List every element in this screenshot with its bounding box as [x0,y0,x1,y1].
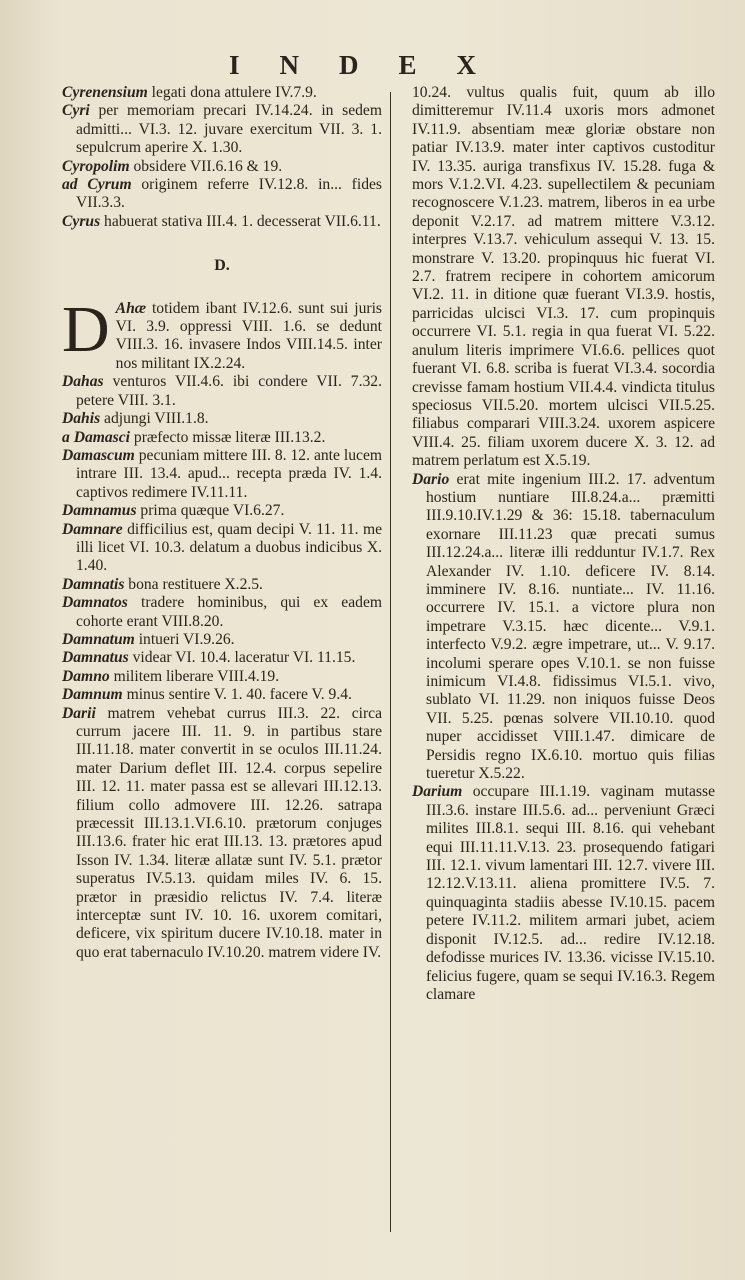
left-column [62,84,382,962]
headword: Dahis [62,410,101,428]
headword: ad Cyrum [62,176,132,194]
entry-text: occupare III.1.19. vaginam mutasse III.3.6. instare III.5.6. ad... perveniunt Græci milites III.8.1. sequi III. 8.16. qui vehebant equi III.11.11.V.13. 23. prosequendo fatigari III. 12.1. vivum lamentari III. 12.7. vivere III. 12.12.V.13.11. aliena promittere IV.5. 7. quinquaginta stadiis abesse IV.10.15. pacem petere IV.11.2. militem armari jubet, aciem disponit IV.12.5. ad... redire IV.12.18. defodisse murices IV. 13.36. vicisse IV.15.10. felicius fugere, quam se sequi IV.16.3. Regem clamare [426,783,715,1003]
index-entry [412,471,715,784]
headword: Damnum [62,686,123,704]
index-entry [62,176,382,213]
headword: Dario [412,470,450,488]
index-entry [62,292,382,374]
index-entry [62,84,382,102]
index-entry [62,447,382,502]
index-entry [62,502,382,520]
section-heading: D. [214,257,230,275]
entry-text: matrem vehebat currus III.3. 22. circa currum jacere III. 11. 9. in partibus stare III.11.18. mater convertit in se oculos III.11.24. mater Darium deflet III. 12.4. corpus sepelire III. 12. 11. mater passa est se allevari III.12.13. filium collo admovere III. 12.26. satrapa præcessit III.13.1.VI.6.10. prætorum conjuges III.13.6. frater hic erat III.13. 13. prætores apud Isson IV. 1.34. literæ allatæ sunt IV. 5.1. prætor superatus IV.5.13. quidam miles IV. 6. 15. prætor in præsidio relictus IV. 7.4. literæ interceptæ sunt IV. 10. 16. uxorem comitari, deficere, vix spiritum ducere IV.10.18. mater in quo erat tabernaculo IV.10.20. matrem videre IV. [76,704,382,961]
entry-text: adjungi VIII.1.8. [100,410,209,428]
headword: Damnatis [62,575,125,593]
headword: Cyropolim [62,157,130,175]
entry-text: originem referre IV.12.8. in... fides VII.3.3. [76,176,382,212]
entry-text: tradere hominibus, qui ex eadem cohorte erant VIII.8.20. [76,594,382,630]
entry-text: obsidere VII.6.16 & 19. [129,157,283,175]
entry-text: pecuniam mittere III. 8. 12. ante lucem intrare III. 13.4. apud... recepta præda IV. 1.4. captivos redimere IV.11.11. [76,446,382,501]
headword: Ahæ [115,299,147,317]
headword: Damnatos [62,594,128,612]
index-entry [412,783,715,1004]
headword: Damnare [62,520,123,538]
headword: Cyrenensium [62,84,148,101]
headword: Damno [62,667,110,685]
entry-text: erat mite ingenium III.2. 17. adventum hostium nuntiare III.8.24.a... præmitti III.9.10.IV.1.29 & 36: 15.18. tabernaculum exornare III.11.23 quæ precati sumus III.12.24.a... literæ illi redduntur IV.1.7. Rex Alexander IV. 1.10. deficere IV. 8.14. imminere IV. 8.16. nuntiate... IV. 11.16. occurrere IV. 15.1. a victore plura non impetrare V.3.15. hæc dicente... V.9.1. interfecto V.9.2. ægre impetrare, ut... V. 9.17. incolumi sperare opes V.10.1. se non fuisse inimicum VI.4.8. fidissimus VI.5.1. vivo, sublato VI. 11.29. non iniquos fuisse Deos VII. 5.25. pœnas solvere VII.10.10. quod nuper accidisset VIII.1.47. dimicare de Persidis regno IX.6.10. mortuo quis filias tueretur X.5.22. [426,470,715,783]
right-column [412,84,715,1004]
entry-text: legati dona attulere IV.7.9. [147,84,317,101]
index-entry [62,521,382,576]
index-entry [62,705,382,963]
index-entry [62,686,382,704]
headword: Damnamus [62,502,137,520]
drop-cap: D [62,292,110,366]
index-entry [62,594,382,631]
entry-text: habuerat stativa III.4. 1. decesserat VII.6.11. [100,212,381,230]
headword: Cyrus [62,212,101,230]
index-entry [62,429,382,447]
continued-entry-text: 10.24. vultus qualis fuit, quum ab illo dimitteremur IV.11.4 uxoris mors admonet IV.11.9. absentiam meæ gloriæ obstare non patiar IV.13.9. mater inter captivos custoditur IV. 13.35. auriga transfixus IV. 15.28. fuga & mors V.1.2.VI. 4.23. supellectilem & pecuniam recognoscere V.1.23. matrem, liberos in ea urbe deponit V.2.17. ad matrem mittere V.3.12. interpres V.13.7. vehiculum assequi V. 13. 15. monstrare V. 13.20. propinquus hic fuerat VI. 2.7. fratrem recipere in cohortem amicorum VI.2. 11. in ditione quæ fuerant VI.3.9. hostis, parricidas ulcisci VI.3. 17. cum propinquis occurrere VI. 5.1. regia in qua fuerat VI. 5.22. anulum literis imprimere VI.6.6. pellices quot fuerant VI. 6.8. scriba is fuerat VI.3.4. socordia crevisse famam hostium VII.4.4. vindicta titulus speciosus VII.5.20. mortem ulcisci VII.5.25. filiabus comparari VIII.3.24. uxorem aspicere VIII.4. 25. filiam uxorem ducere X. 3. 12. ad matrem perlatum est X.5.19. [412,84,715,470]
index-entry [62,649,382,667]
entry-text: per memoriam precari IV.14.24. in sedem admitti... VI.3. 12. juvare exercitum VII. 3. 1. sepulcrum aperire X. 1.30. [76,102,382,157]
index-entry [62,213,382,231]
entry-text: bona restituere X.2.5. [124,575,263,593]
entry-text: prima quæque VI.6.27. [136,502,285,520]
headword: Damnatum [62,630,135,648]
entry-text: intueri VI.9.26. [134,630,235,648]
page-header: INDEX [228,50,516,80]
headword: Cyri [62,102,90,120]
headword: Darium [412,783,463,801]
index-entry [62,158,382,176]
column-divider [390,92,391,1232]
index-entry [62,102,382,157]
headword: Damascum [62,446,135,464]
entry-text: militem liberare VIII.4.19. [109,667,280,685]
index-entry [62,668,382,686]
entry-text: difficilius est, quam decipi V. 11. 11. me illi licet VI. 10.3. delatum a duobus indicibus X. 1.40. [76,520,382,575]
entry-text: venturos VII.4.6. ibi condere VII. 7.32. petere VIII. 3.1. [76,373,382,409]
entry-text: præfecto missæ literæ III.13.2. [130,428,326,446]
headword: a Damasci [62,428,131,446]
entry-text: totidem ibant IV.12.6. sunt sui juris VI. 3.9. oppressi VIII. 1.6. se dedunt VIII.3. 16. invasere Indos VIII.14.5. inter nos militant IX.2.24. [115,299,382,372]
entry-text: videar VI. 10.4. laceratur VI. 11.15. [128,649,356,667]
headword: Damnatus [62,649,129,667]
index-entry [62,576,382,594]
index-entry [62,373,382,410]
headword: Darii [62,704,96,722]
entry-text: minus sentire V. 1. 40. facere V. 9.4. [122,686,352,704]
index-entry [62,631,382,649]
headword: Dahas [62,373,104,391]
index-entry [62,410,382,428]
